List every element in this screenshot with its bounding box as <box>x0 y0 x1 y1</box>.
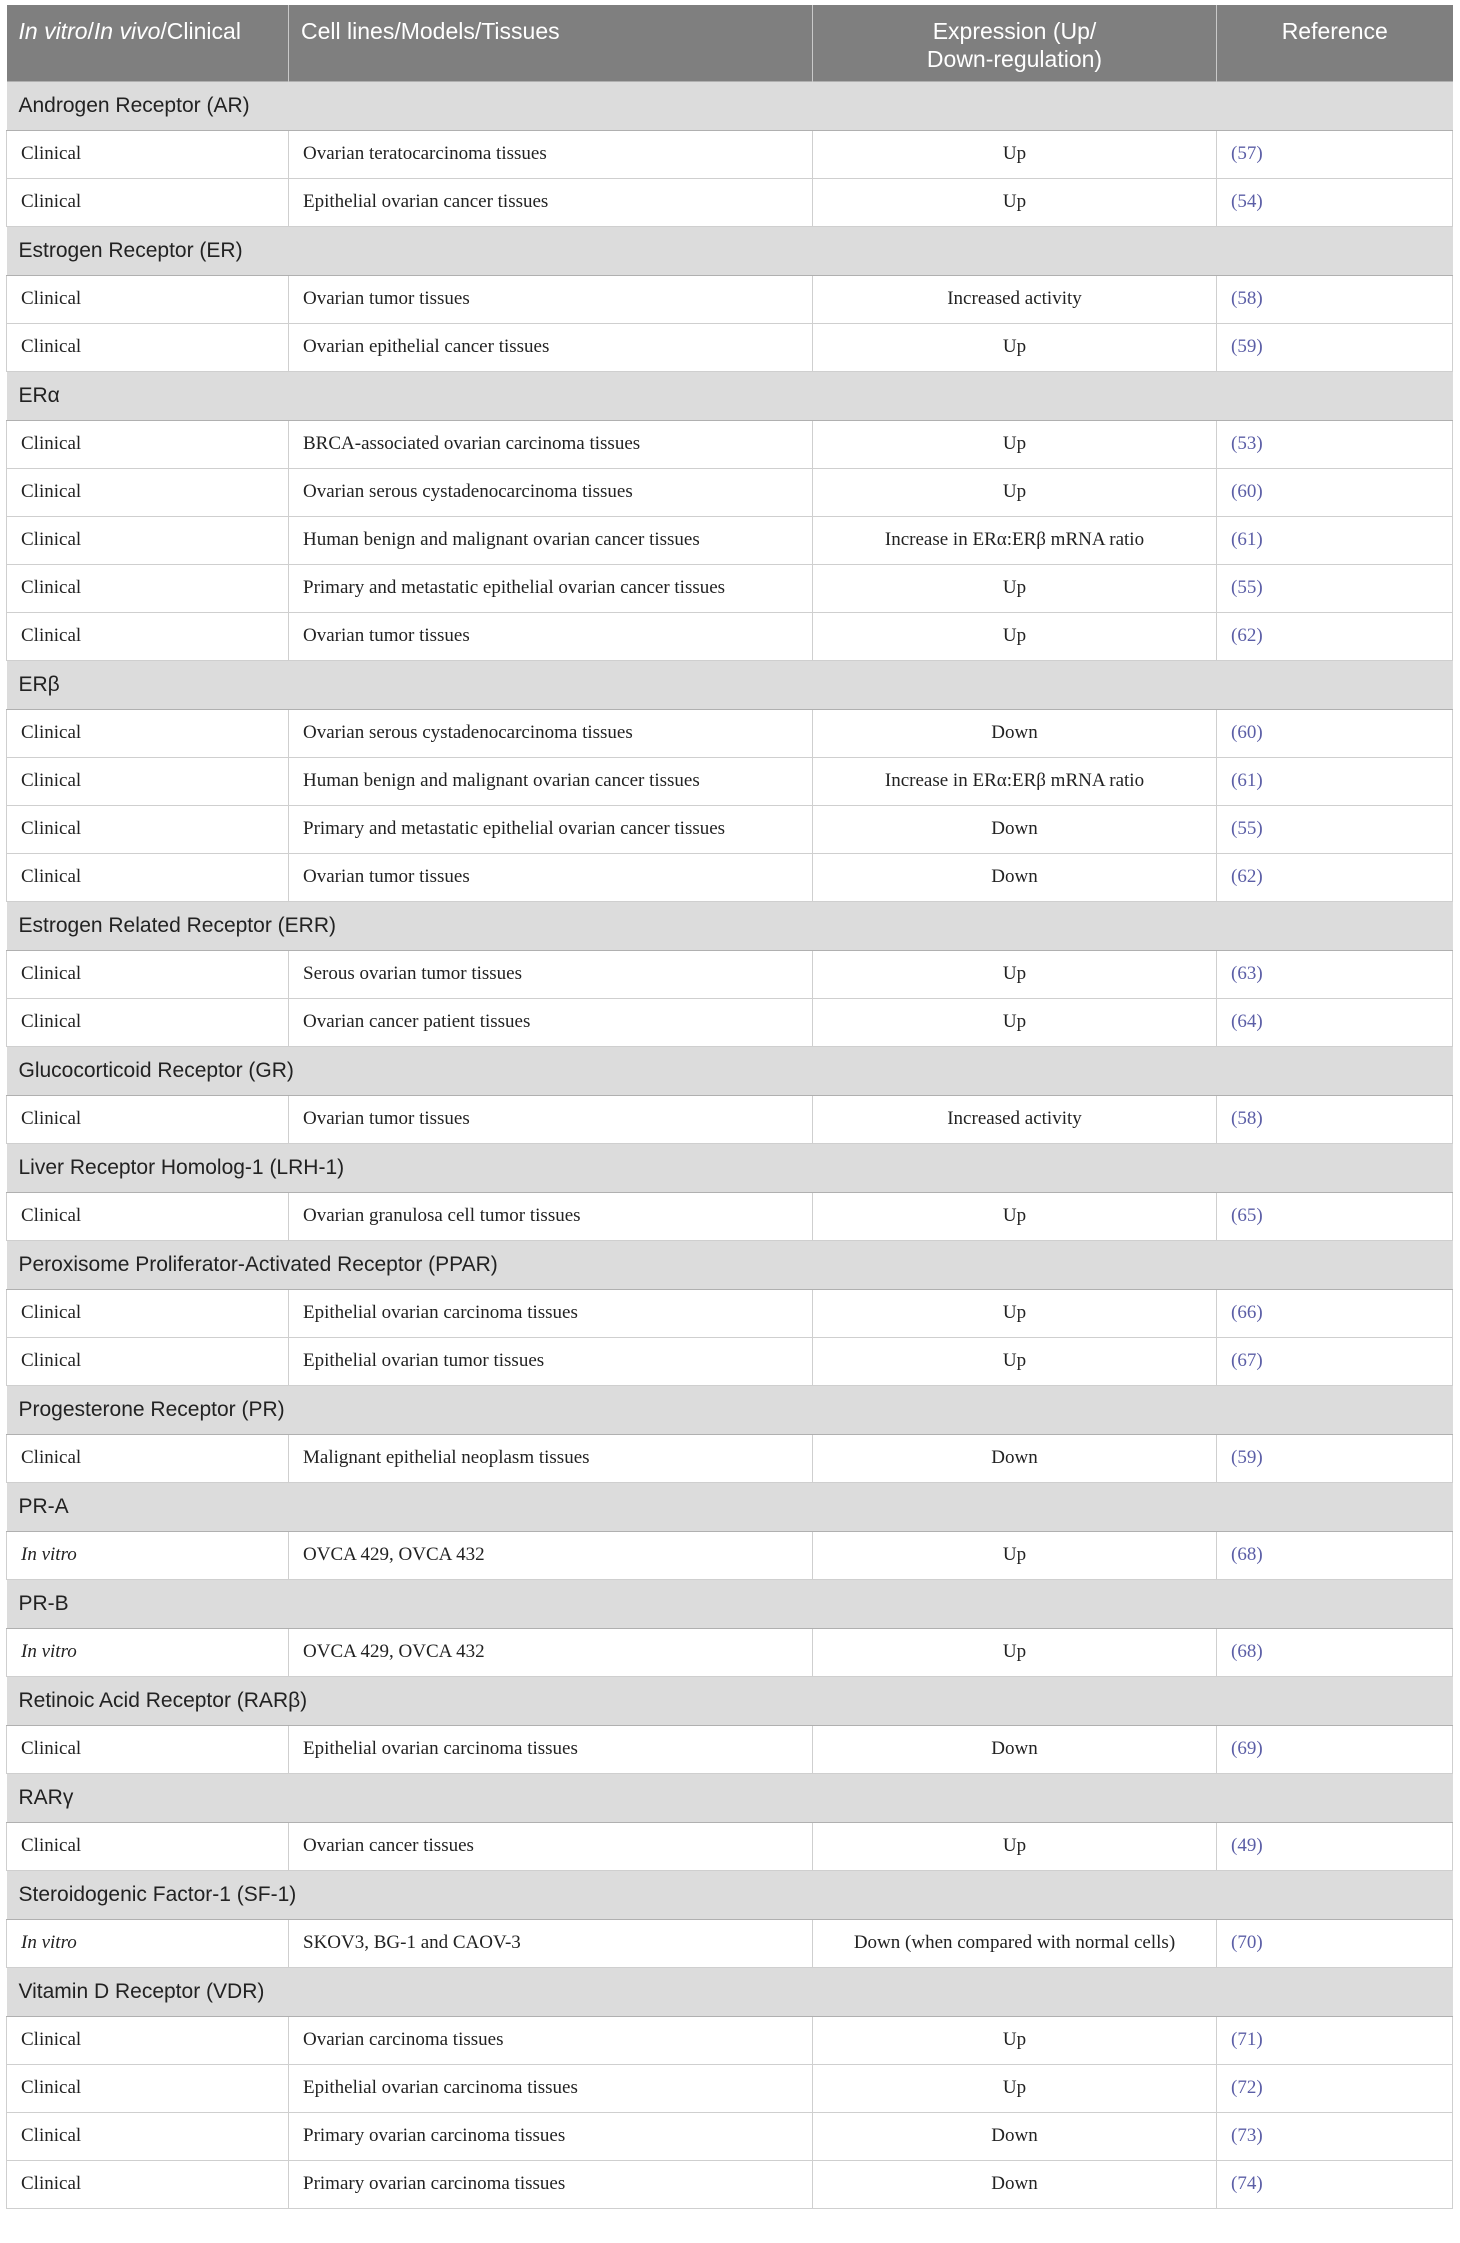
cell-expression: Up <box>813 1337 1217 1385</box>
reference-link[interactable]: 55 <box>1237 818 1257 839</box>
cell-expression: Up <box>813 950 1217 998</box>
section-title: Estrogen Receptor (ER) <box>7 226 1453 275</box>
cell-expression: Down <box>813 2112 1217 2160</box>
cell-expression: Up <box>813 998 1217 1046</box>
cell-study-type: Clinical <box>7 2064 289 2112</box>
section-row <box>7 1240 1453 1289</box>
cell-model: OVCA 429, OVCA 432 <box>289 1628 813 1676</box>
cell-model: Primary and metastatic epithelial ovarian cancer tissues <box>289 564 813 612</box>
reference-link[interactable]: 60 <box>1237 481 1257 502</box>
header-expression-line2: Down-regulation) <box>926 46 1103 72</box>
cell-study-type: Clinical <box>7 1337 289 1385</box>
table-row <box>7 1531 1453 1579</box>
section-row <box>7 1773 1453 1822</box>
section-title: Estrogen Related Receptor (ERR) <box>7 901 1453 950</box>
cell-expression: Up <box>813 1822 1217 1870</box>
table-row <box>7 2112 1453 2160</box>
reference-link[interactable]: 70 <box>1237 1932 1257 1953</box>
cell-expression: Increase in ERα:ERβ mRNA ratio <box>813 757 1217 805</box>
cell-reference: (62) <box>1217 612 1453 660</box>
cell-expression: Up <box>813 2016 1217 2064</box>
cell-expression: Up <box>813 468 1217 516</box>
reference-link[interactable]: 62 <box>1237 625 1257 646</box>
cell-model: Ovarian cancer patient tissues <box>289 998 813 1046</box>
header-expression <box>813 5 1217 81</box>
table-row <box>7 709 1453 757</box>
table-row <box>7 516 1453 564</box>
section-row <box>7 1676 1453 1725</box>
cell-study-type: In vitro <box>7 1919 289 1967</box>
section-title: Vitamin D Receptor (VDR) <box>7 1967 1453 2016</box>
cell-model: Ovarian tumor tissues <box>289 1095 813 1143</box>
cell-model: Ovarian tumor tissues <box>289 853 813 901</box>
cell-model: Ovarian granulosa cell tumor tissues <box>289 1192 813 1240</box>
cell-reference: (53) <box>1217 420 1453 468</box>
cell-reference: (72) <box>1217 2064 1453 2112</box>
table-row <box>7 130 1453 178</box>
header-study-type <box>7 5 289 81</box>
header-models: Cell lines/Models/Tissues <box>289 5 813 81</box>
cell-reference: (60) <box>1217 709 1453 757</box>
cell-study-type: Clinical <box>7 709 289 757</box>
section-title: Retinoic Acid Receptor (RARβ) <box>7 1676 1453 1725</box>
cell-expression: Up <box>813 1628 1217 1676</box>
cell-study-type: Clinical <box>7 323 289 371</box>
cell-model: Epithelial ovarian carcinoma tissues <box>289 1289 813 1337</box>
cell-model: Primary ovarian carcinoma tissues <box>289 2112 813 2160</box>
cell-study-type: Clinical <box>7 1822 289 1870</box>
table-row <box>7 420 1453 468</box>
cell-model: Ovarian epithelial cancer tissues <box>289 323 813 371</box>
table-row <box>7 178 1453 226</box>
header-expression-line1: Expression (Up/ <box>932 18 1097 44</box>
table-row <box>7 1289 1453 1337</box>
section-title: ERα <box>7 371 1453 420</box>
reference-link[interactable]: 58 <box>1237 288 1257 309</box>
cell-expression: Increased activity <box>813 1095 1217 1143</box>
table-row <box>7 564 1453 612</box>
header-study-type-clinical: /Clinical <box>160 18 241 44</box>
cell-expression: Up <box>813 1192 1217 1240</box>
cell-reference: (61) <box>1217 757 1453 805</box>
cell-study-type: Clinical <box>7 516 289 564</box>
table-row <box>7 757 1453 805</box>
reference-link[interactable]: 72 <box>1237 2077 1257 2098</box>
cell-study-type: In vitro <box>7 1531 289 1579</box>
cell-study-type: Clinical <box>7 757 289 805</box>
reference-link[interactable]: 61 <box>1237 770 1257 791</box>
section-title: Peroxisome Proliferator-Activated Receptor (PPAR) <box>7 1240 1453 1289</box>
cell-expression: Down <box>813 805 1217 853</box>
cell-model: SKOV3, BG-1 and CAOV-3 <box>289 1919 813 1967</box>
cell-study-type: Clinical <box>7 2160 289 2208</box>
table-row <box>7 2064 1453 2112</box>
cell-study-type: Clinical <box>7 178 289 226</box>
cell-expression: Up <box>813 2064 1217 2112</box>
reference-link[interactable]: 65 <box>1237 1205 1257 1226</box>
table-row <box>7 1337 1453 1385</box>
header-reference: Reference <box>1217 5 1453 81</box>
table-row <box>7 275 1453 323</box>
cell-model: Human benign and malignant ovarian cancer tissues <box>289 516 813 564</box>
table-body <box>7 81 1453 2208</box>
cell-reference: (70) <box>1217 1919 1453 1967</box>
section-row <box>7 1870 1453 1919</box>
cell-expression: Up <box>813 612 1217 660</box>
reference-link[interactable]: 53 <box>1237 433 1257 454</box>
cell-reference: (65) <box>1217 1192 1453 1240</box>
cell-expression: Up <box>813 1531 1217 1579</box>
reference-link[interactable]: 59 <box>1237 1447 1257 1468</box>
section-row <box>7 226 1453 275</box>
cell-reference: (71) <box>1217 2016 1453 2064</box>
section-title: PR-A <box>7 1482 1453 1531</box>
cell-study-type: Clinical <box>7 805 289 853</box>
table-row <box>7 998 1453 1046</box>
cell-study-type: Clinical <box>7 998 289 1046</box>
cell-study-type: Clinical <box>7 950 289 998</box>
cell-reference: (61) <box>1217 516 1453 564</box>
table-row <box>7 1095 1453 1143</box>
cell-model: Epithelial ovarian carcinoma tissues <box>289 1725 813 1773</box>
cell-study-type: Clinical <box>7 130 289 178</box>
cell-model: Ovarian serous cystadenocarcinoma tissues <box>289 468 813 516</box>
reference-link[interactable]: 67 <box>1237 1350 1257 1371</box>
cell-expression: Up <box>813 130 1217 178</box>
cell-study-type: Clinical <box>7 1192 289 1240</box>
header-row <box>7 5 1453 81</box>
cell-model: Ovarian carcinoma tissues <box>289 2016 813 2064</box>
section-title: Glucocorticoid Receptor (GR) <box>7 1046 1453 1095</box>
table-row <box>7 323 1453 371</box>
cell-expression: Down (when compared with normal cells) <box>813 1919 1217 1967</box>
section-row <box>7 1482 1453 1531</box>
cell-model: Epithelial ovarian carcinoma tissues <box>289 2064 813 2112</box>
cell-expression: Up <box>813 564 1217 612</box>
cell-expression: Up <box>813 1289 1217 1337</box>
cell-reference: (64) <box>1217 998 1453 1046</box>
reference-link[interactable]: 57 <box>1237 143 1257 164</box>
section-title: ERβ <box>7 660 1453 709</box>
cell-model: Serous ovarian tumor tissues <box>289 950 813 998</box>
table-row <box>7 1192 1453 1240</box>
table-row <box>7 950 1453 998</box>
cell-model: BRCA-associated ovarian carcinoma tissues <box>289 420 813 468</box>
section-row <box>7 1385 1453 1434</box>
table-row <box>7 1919 1453 1967</box>
cell-expression: Up <box>813 420 1217 468</box>
reference-link[interactable]: 68 <box>1237 1544 1257 1565</box>
reference-link[interactable]: 62 <box>1237 866 1257 887</box>
section-row <box>7 1143 1453 1192</box>
cell-expression: Down <box>813 1725 1217 1773</box>
cell-study-type: Clinical <box>7 564 289 612</box>
cell-model: Ovarian tumor tissues <box>289 275 813 323</box>
cell-study-type: Clinical <box>7 612 289 660</box>
table-row <box>7 1628 1453 1676</box>
section-title: RARγ <box>7 1773 1453 1822</box>
cell-reference: (69) <box>1217 1725 1453 1773</box>
section-row <box>7 901 1453 950</box>
cell-reference: (59) <box>1217 323 1453 371</box>
table-row <box>7 612 1453 660</box>
table-row <box>7 2160 1453 2208</box>
table-row <box>7 1725 1453 1773</box>
cell-reference: (66) <box>1217 1289 1453 1337</box>
cell-model: Ovarian cancer tissues <box>289 1822 813 1870</box>
header-study-type-in-vitro: In vitro <box>18 18 88 44</box>
cell-reference: (74) <box>1217 2160 1453 2208</box>
cell-study-type: Clinical <box>7 853 289 901</box>
cell-expression: Down <box>813 853 1217 901</box>
header-study-type-in-vivo: In vivo <box>93 18 161 44</box>
cell-reference: (62) <box>1217 853 1453 901</box>
section-title: Androgen Receptor (AR) <box>7 81 1453 130</box>
nuclear-receptor-expression-table <box>6 5 1453 2209</box>
reference-link[interactable]: 61 <box>1237 529 1257 550</box>
cell-reference: (60) <box>1217 468 1453 516</box>
cell-reference: (57) <box>1217 130 1453 178</box>
section-title: PR-B <box>7 1579 1453 1628</box>
section-title: Progesterone Receptor (PR) <box>7 1385 1453 1434</box>
section-title: Liver Receptor Homolog-1 (LRH-1) <box>7 1143 1453 1192</box>
reference-link[interactable]: 69 <box>1237 1738 1257 1759</box>
reference-link[interactable]: 68 <box>1237 1641 1257 1662</box>
cell-reference: (67) <box>1217 1337 1453 1385</box>
cell-reference: (68) <box>1217 1628 1453 1676</box>
table-row <box>7 2016 1453 2064</box>
reference-link[interactable]: 55 <box>1237 577 1257 598</box>
cell-reference: (55) <box>1217 564 1453 612</box>
cell-reference: (59) <box>1217 1434 1453 1482</box>
cell-reference: (49) <box>1217 1822 1453 1870</box>
reference-link[interactable]: 60 <box>1237 722 1257 743</box>
cell-model: Human benign and malignant ovarian cancer tissues <box>289 757 813 805</box>
cell-study-type: In vitro <box>7 1628 289 1676</box>
cell-reference: (54) <box>1217 178 1453 226</box>
table-row <box>7 805 1453 853</box>
cell-study-type: Clinical <box>7 420 289 468</box>
cell-expression: Down <box>813 1434 1217 1482</box>
cell-study-type: Clinical <box>7 468 289 516</box>
reference-link[interactable]: 74 <box>1237 2173 1257 2194</box>
cell-reference: (55) <box>1217 805 1453 853</box>
section-row <box>7 1046 1453 1095</box>
cell-study-type: Clinical <box>7 1289 289 1337</box>
cell-reference: (73) <box>1217 2112 1453 2160</box>
cell-expression: Increased activity <box>813 275 1217 323</box>
cell-study-type: Clinical <box>7 275 289 323</box>
reference-link[interactable]: 71 <box>1237 2029 1257 2050</box>
cell-expression: Increase in ERα:ERβ mRNA ratio <box>813 516 1217 564</box>
cell-model: Ovarian teratocarcinoma tissues <box>289 130 813 178</box>
header-study-type-slash: / <box>87 18 94 44</box>
section-row <box>7 81 1453 130</box>
cell-study-type: Clinical <box>7 1434 289 1482</box>
table-row <box>7 1434 1453 1482</box>
table-header <box>7 5 1453 81</box>
reference-link[interactable]: 73 <box>1237 2125 1257 2146</box>
reference-link[interactable]: 63 <box>1237 963 1257 984</box>
reference-link[interactable]: 64 <box>1237 1011 1257 1032</box>
cell-model: Primary and metastatic epithelial ovarian cancer tissues <box>289 805 813 853</box>
reference-link[interactable]: 58 <box>1237 1108 1257 1129</box>
section-title: Steroidogenic Factor-1 (SF-1) <box>7 1870 1453 1919</box>
cell-model: Epithelial ovarian tumor tissues <box>289 1337 813 1385</box>
cell-expression: Up <box>813 178 1217 226</box>
cell-model: Malignant epithelial neoplasm tissues <box>289 1434 813 1482</box>
reference-link[interactable]: 54 <box>1237 191 1257 212</box>
cell-reference: (63) <box>1217 950 1453 998</box>
cell-model: Ovarian serous cystadenocarcinoma tissues <box>289 709 813 757</box>
cell-reference: (68) <box>1217 1531 1453 1579</box>
table-row <box>7 853 1453 901</box>
cell-model: OVCA 429, OVCA 432 <box>289 1531 813 1579</box>
section-row <box>7 1967 1453 2016</box>
cell-study-type: Clinical <box>7 2112 289 2160</box>
cell-study-type: Clinical <box>7 1725 289 1773</box>
cell-expression: Down <box>813 2160 1217 2208</box>
reference-link[interactable]: 49 <box>1237 1835 1257 1856</box>
table-row <box>7 1822 1453 1870</box>
cell-model: Ovarian tumor tissues <box>289 612 813 660</box>
section-row <box>7 660 1453 709</box>
table-row <box>7 468 1453 516</box>
cell-study-type: Clinical <box>7 2016 289 2064</box>
section-row <box>7 371 1453 420</box>
cell-reference: (58) <box>1217 1095 1453 1143</box>
reference-link[interactable]: 59 <box>1237 336 1257 357</box>
cell-study-type: Clinical <box>7 1095 289 1143</box>
cell-expression: Up <box>813 323 1217 371</box>
cell-expression: Down <box>813 709 1217 757</box>
reference-link[interactable]: 66 <box>1237 1302 1257 1323</box>
cell-model: Epithelial ovarian cancer tissues <box>289 178 813 226</box>
section-row <box>7 1579 1453 1628</box>
cell-reference: (58) <box>1217 275 1453 323</box>
cell-model: Primary ovarian carcinoma tissues <box>289 2160 813 2208</box>
